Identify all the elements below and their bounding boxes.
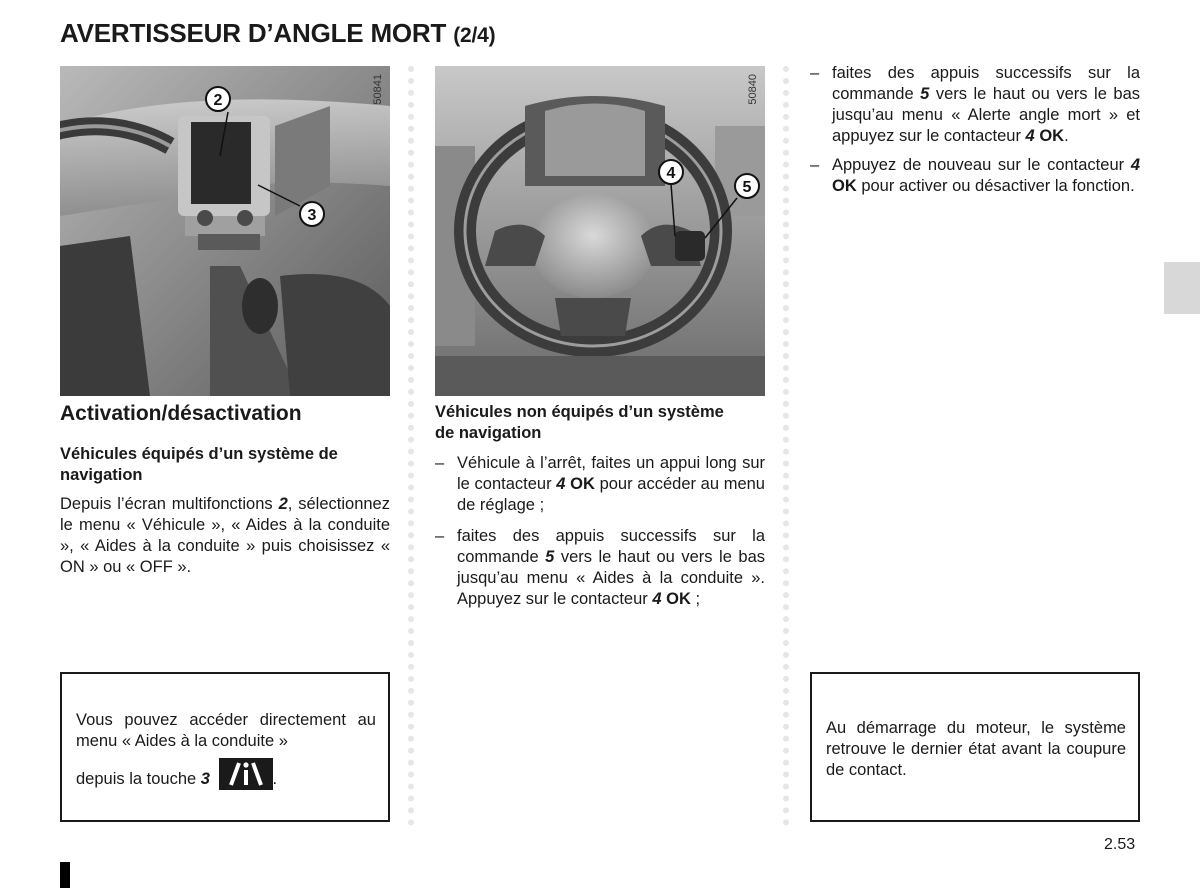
paragraph-nav-equipped: Depuis l’écran multifonctions 2, sélectionnez le menu « Véhicule », « Aides à la conduite », « Aides à la conduite » puis choisissez « ON » ou « OFF ». (60, 495, 390, 576)
column-divider-2 (783, 66, 789, 826)
note-box-restart (810, 672, 1140, 822)
list-item: – Véhicule à l’arrêt, faites un appui long sur le contacteur 4 OK pour accéder au menu de réglage ; (435, 454, 765, 514)
subheading-nav-equipped: Véhicules équipés d’un système de navigation (60, 445, 338, 484)
page-number: 2.53 (1104, 836, 1136, 853)
list-item: – Appuyez de nouveau sur le contacteur 4 OK pour activer ou désactiver la fonction. (810, 156, 1140, 195)
column-divider-1 (408, 66, 414, 826)
callout-5-label: 5 (742, 179, 752, 196)
print-corner-mark (60, 862, 70, 888)
section-thumb-tab (1164, 262, 1200, 314)
title-text: AVERTISSEUR D’ANGLE MORT (60, 18, 447, 48)
title-page-indicator: (2/4) (453, 24, 496, 47)
callout-layer-left (60, 66, 390, 396)
ref-key: 3 (200, 770, 210, 788)
callout-3-label: 3 (307, 207, 317, 224)
figure-image-id: 50840 (747, 74, 759, 105)
figure-steering-wheel-photo (435, 66, 765, 396)
section-heading: Activation/désactivation (60, 402, 302, 425)
note-text: Au démarrage du moteur, le système retrouve le dernier état avant la coupure de contact. (826, 719, 1126, 779)
steps-list-col3 (810, 63, 1140, 197)
figure-image-id: 50841 (372, 74, 384, 105)
callout-layer-middle (435, 66, 765, 396)
steps-list-col2 (435, 453, 765, 610)
list-item: – faites des appuis successifs sur la commande 5 vers le haut ou vers le bas jusqu’au menu « Aides à la conduite ». Appuyez sur le contacteur 4 OK ; (435, 527, 765, 608)
ref-screen: 2 (278, 495, 288, 513)
list-item: – faites des appuis successifs sur la commande 5 vers le haut ou vers le bas jusqu’au menu « Alerte angle mort » et appuyez sur le contacteur 4 OK. (810, 64, 1140, 145)
note-text: Vous pouvez accéder directement au menu « Aides à la conduite » (76, 711, 376, 750)
page-title (60, 18, 495, 49)
callout-4-label: 4 (666, 165, 676, 182)
subheading-nav-not-equipped: Véhicules non équipés d’un système de navigation (435, 403, 724, 442)
figure-dashboard-photo (60, 66, 390, 396)
callout-2-label: 2 (213, 92, 223, 109)
driving-aids-key-icon (219, 758, 273, 790)
note-box-shortcut: Vous pouvez accéder directement au menu « Aides à la conduite » depuis la touche 3 . (60, 672, 390, 822)
